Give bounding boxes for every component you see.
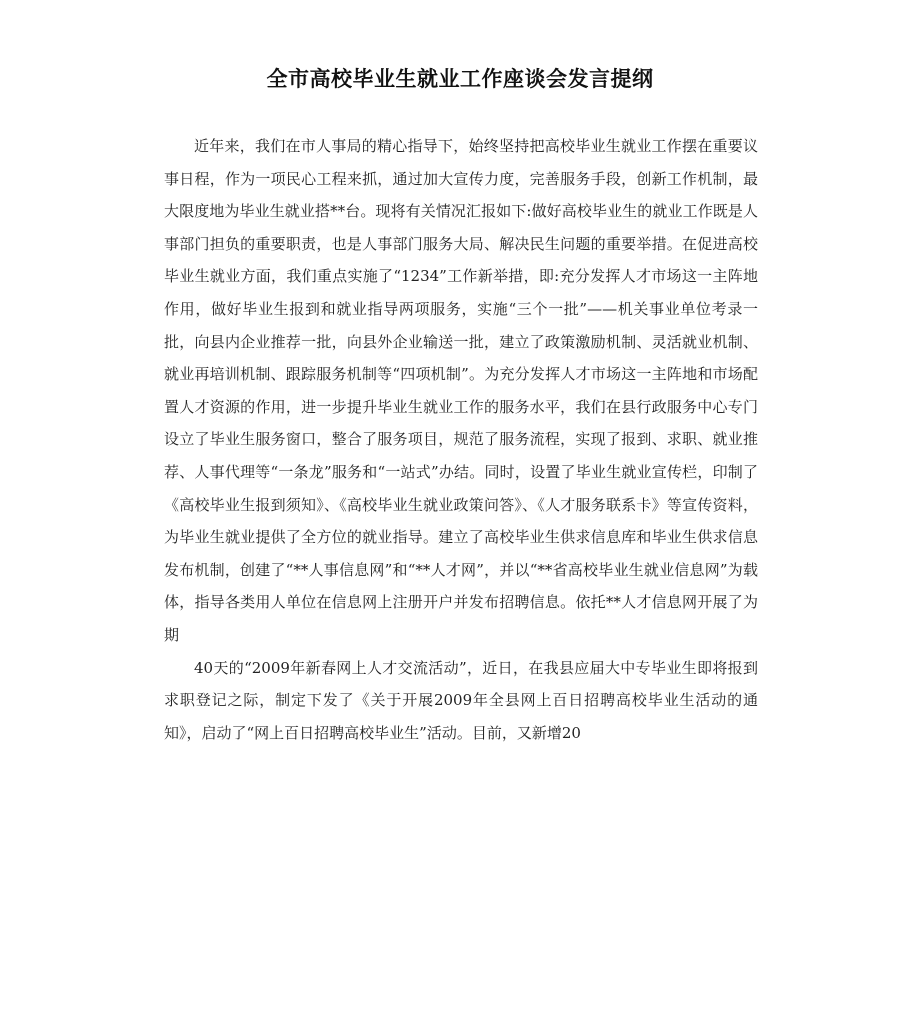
paragraph-2: 40天的“2009年新春网上人才交流活动”，近日，在我县应届大中专毕业生即将报到求职登记之际，制定下发了《关于开展2009年全县网上百日招聘高校毕业生活动的通知》，启动了“网上百日招聘高校毕业生”活动。目前，又新增20: [164, 658, 758, 742]
document-body: [164, 130, 758, 749]
paragraph-1: 近年来，我们在市人事局的精心指导下，始终坚持把高校毕业生就业工作摆在重要议事日程，作为一项民心工程来抓，通过加大宣传力度，完善服务手段，创新工作机制，最大限度地为毕业生就业搭**台。现将有关情况汇报如下:做好高校毕业生的就业工作既是人事部门担负的重要职责，也是人事部门服务大局、解决民生问题的重要举措。在促进高校毕业生就业方面，我们重点实施了“1234”工作新举措，即:充分发挥人才市场这一主阵地作用，做好毕业生报到和就业指导两项服务，实施“三个一批”——机关事业单位考录一批，向县内企业推荐一批，向县外企业输送一批，建立了政策激励机制、灵活就业机制、就业再培训机制、跟踪服务机制等“四项机制”。为充分发挥人才市场这一主阵地和市场配置人才资源的作用，进一步提升毕业生就业工作的服务水平，我们在县行政服务中心专门设立了毕业生服务窗口，整合了服务项目，规范了服务流程，实现了报到、求职、就业推荐、人事代理等“一条龙”服务和“一站式”办结。同时，设置了毕业生就业宣传栏，印制了《高校毕业生报到须知》、《高校毕业生就业政策问答》、《人才服务联系卡》等宣传资料，为毕业生就业提供了全方位的就业指导。建立了高校毕业生供求信息库和毕业生供求信息发布机制，创建了“**人事信息网”和“**人才网”，并以“**省高校毕业生就业信息网”为载体，指导各类用人单位在信息网上注册开户并发布招聘信息。依托**人才信息网开展了为期: [164, 137, 758, 644]
document-title: 全市高校毕业生就业工作座谈会发言提纲: [266, 67, 654, 91]
